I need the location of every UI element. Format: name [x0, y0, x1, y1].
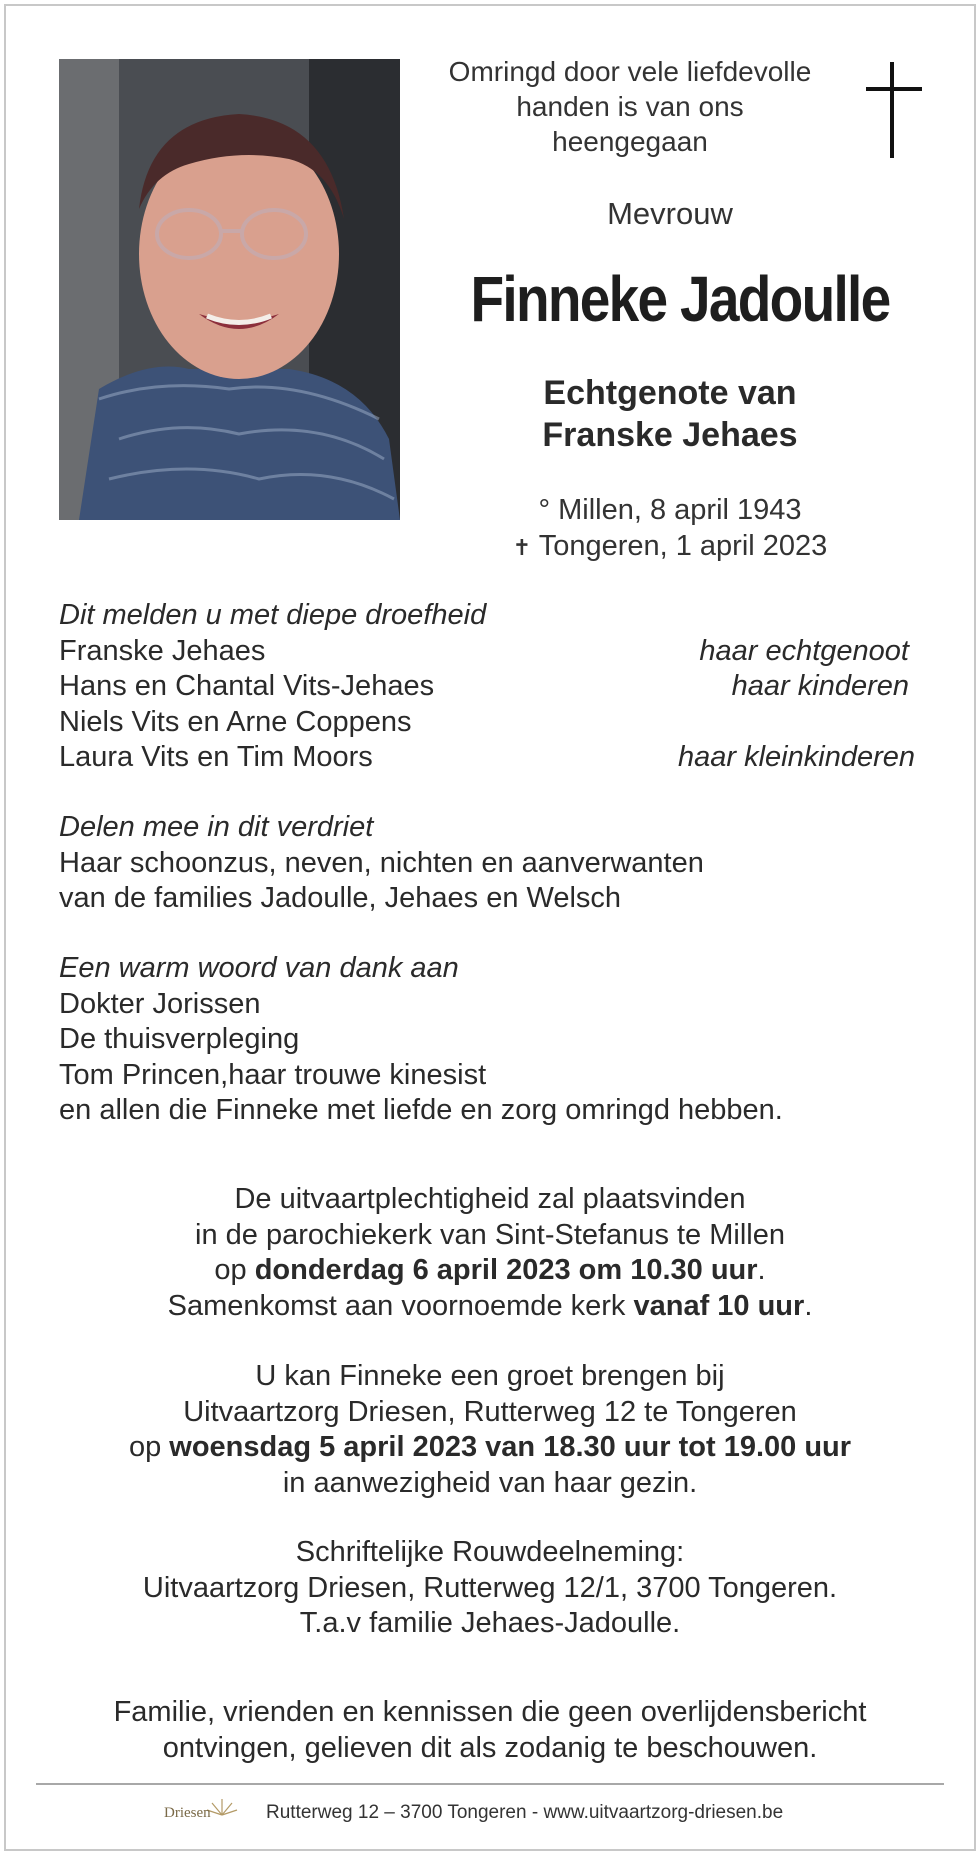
condolence-line: T.a.v familie Jehaes-Jadoulle. [299, 1607, 681, 1639]
ceremony-datetime: donderdag 6 april 2023 om 10.30 uur [254, 1254, 758, 1286]
logo-text: Driesen [164, 1805, 211, 1821]
announcer-name: Hans en Chantal Vits-Jehaes [59, 670, 435, 702]
ceremony-line: in de parochiekerk van Sint-Stefanus te Millen [195, 1218, 785, 1251]
deceased-name: Finneke Jadoulle [470, 263, 890, 335]
announcer-row [59, 740, 939, 776]
visit-datetime: woensdag 5 april 2023 van 18.30 uur tot 19.00 uur [169, 1431, 852, 1463]
visit-line [40, 1430, 940, 1466]
announcer-name: Laura Vits en Tim Moors [59, 741, 373, 773]
thanks-line: De thuisverpleging [59, 1023, 300, 1055]
announcer-row [59, 669, 939, 705]
spouse-line: Echtgenote van [543, 374, 797, 412]
sharers-line: van de families Jadoulle, Jehaes en Welsch [59, 882, 622, 914]
portrait-illustration [59, 59, 400, 520]
closing-line: ontvingen, gelieven dit als zodanig te beschouwen. [162, 1731, 818, 1764]
visit-line: U kan Finneke een groet brengen bij [255, 1360, 725, 1392]
intro-line: Omringd door vele liefdevolle [448, 56, 812, 87]
cross-icon [866, 62, 922, 158]
closing-block [40, 1695, 940, 1766]
intro-text [420, 54, 840, 159]
announcer-relation: haar echtgenoot [699, 634, 909, 667]
life-dates [420, 492, 920, 566]
intro-line: handen is van ons [516, 91, 744, 122]
intro-line: heengegaan [552, 126, 708, 157]
ceremony-line [40, 1289, 940, 1325]
footer [160, 1790, 800, 1836]
visit-block [40, 1359, 940, 1501]
footer-address: Rutterweg 12 – 3700 Tongeren - www.uitvaartzorg-driesen.be [266, 1802, 784, 1823]
announcer-row [59, 634, 939, 670]
announcers-block [59, 598, 939, 776]
death-date-text: Tongeren, 1 april 2023 [538, 530, 828, 562]
birth-date: ° Millen, 8 april 1943 [538, 494, 802, 526]
condolence-line: Uitvaartzorg Driesen, Rutterweg 12/1, 3700 Tongeren. [142, 1571, 838, 1604]
ceremony-text: . [757, 1254, 766, 1286]
gathering-time: vanaf 10 uur [633, 1289, 805, 1322]
visit-line: in aanwezigheid van haar gezin. [282, 1466, 698, 1499]
thanks-line: Dokter Jorissen [59, 987, 261, 1020]
sharers-line: Haar schoonzus, neven, nichten en aanverwanten [59, 846, 704, 879]
ceremony-text: op [214, 1254, 255, 1286]
sharers-heading: Delen mee in dit verdriet [59, 811, 374, 843]
announcer-row [59, 705, 939, 741]
spouse-line: Franske Jehaes [542, 416, 798, 454]
condolence-line: Schriftelijke Rouwdeelneming: [295, 1536, 685, 1568]
thanks-block [59, 951, 939, 1129]
thanks-heading: Een warm woord van dank aan [59, 952, 459, 984]
ceremony-text: . [804, 1289, 813, 1322]
portrait-photo [59, 59, 400, 520]
sharers-block [59, 810, 939, 917]
thanks-line: Tom Princen,haar trouwe kinesist [59, 1058, 487, 1091]
spouse-info [420, 372, 920, 456]
announcer-name: Niels Vits en Arne Coppens [59, 705, 412, 738]
announcer-name: Franske Jehaes [59, 634, 266, 667]
small-cross-icon: ✝ [512, 535, 532, 560]
announcers-heading: Dit melden u met diepe droefheid [59, 599, 487, 631]
visit-line: Uitvaartzorg Driesen, Rutterweg 12 te Tongeren [183, 1395, 797, 1428]
closing-line: Familie, vrienden en kennissen die geen overlijdensbericht [113, 1696, 867, 1728]
ceremony-block [40, 1182, 940, 1324]
condolence-block [40, 1535, 940, 1642]
ceremony-line: De uitvaartplechtigheid zal plaatsvinden [234, 1183, 746, 1215]
driesen-logo [160, 1793, 244, 1833]
thanks-line: en allen die Finneke met liefde en zorg omringd hebben. [59, 1094, 783, 1126]
announcer-relation: haar kinderen [731, 670, 909, 702]
ceremony-line [40, 1253, 940, 1289]
death-date [420, 528, 920, 566]
title-salutation: Mevrouw [607, 196, 733, 231]
ceremony-text: Samenkomst aan voornoemde kerk [167, 1289, 634, 1322]
announcer-relation: haar kleinkinderen [678, 741, 915, 773]
footer-divider [36, 1783, 944, 1785]
visit-text: op [128, 1431, 170, 1463]
